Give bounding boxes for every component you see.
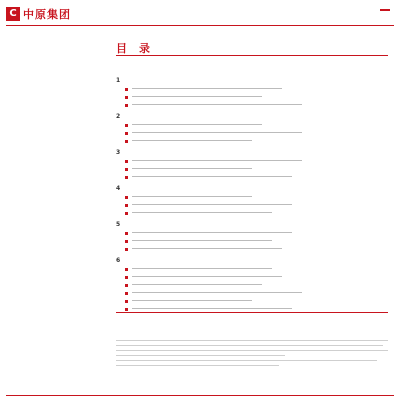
toc-subitem[interactable] xyxy=(116,121,390,129)
toc-section-number: 4 xyxy=(116,185,121,192)
disclaimer-line xyxy=(116,350,388,351)
bullet-icon xyxy=(125,96,128,99)
bullet-icon xyxy=(125,276,128,279)
bullet-icon xyxy=(125,160,128,163)
toc-title-divider xyxy=(116,55,388,56)
toc-section-heading[interactable] xyxy=(116,113,390,121)
bullet-icon xyxy=(125,300,128,303)
toc-subitem-placeholder xyxy=(132,212,272,213)
bullet-icon xyxy=(125,124,128,127)
disclaimer-block xyxy=(116,340,388,370)
page-header xyxy=(0,0,400,28)
toc-subitem-placeholder xyxy=(132,96,262,97)
toc-subitem-placeholder xyxy=(132,140,252,141)
toc-section-number: 5 xyxy=(116,221,121,228)
toc-subitem-placeholder xyxy=(132,248,282,249)
footer-divider xyxy=(6,395,394,396)
toc-subitem[interactable] xyxy=(116,165,390,173)
toc-subitem[interactable] xyxy=(116,229,390,237)
bullet-icon xyxy=(125,104,128,107)
toc-subitem-placeholder xyxy=(132,176,292,177)
toc-title: 目录 xyxy=(116,42,162,55)
bullet-icon xyxy=(125,88,128,91)
toc-subitem[interactable] xyxy=(116,157,390,165)
toc-subitem[interactable] xyxy=(116,265,390,273)
toc-section-number: 1 xyxy=(116,77,121,84)
toc-subitem-placeholder xyxy=(132,88,282,89)
toc-section-heading[interactable] xyxy=(116,185,390,193)
toc-section-heading[interactable] xyxy=(116,77,390,85)
toc-subitem-placeholder xyxy=(132,104,302,105)
bullet-icon xyxy=(125,284,128,287)
toc-subitem[interactable] xyxy=(116,245,390,253)
bullet-icon xyxy=(125,240,128,243)
toc-subitem-placeholder xyxy=(132,268,272,269)
toc-subitem-placeholder xyxy=(132,232,292,233)
toc-subitem[interactable] xyxy=(116,273,390,281)
author-names xyxy=(116,316,386,324)
toc-subitem-placeholder xyxy=(132,204,292,205)
bullet-icon xyxy=(125,232,128,235)
bullet-icon xyxy=(125,168,128,171)
toc-section-number: 2 xyxy=(116,113,121,120)
bullet-icon xyxy=(125,140,128,143)
toc-section-number: 3 xyxy=(116,149,121,156)
toc-section-number: 6 xyxy=(116,257,121,264)
bullet-icon xyxy=(125,212,128,215)
toc-subitem-placeholder xyxy=(132,160,302,161)
toc-subitem[interactable] xyxy=(116,281,390,289)
toc-subitem[interactable] xyxy=(116,137,390,145)
bullet-icon xyxy=(125,308,128,311)
disclaimer-line xyxy=(116,360,377,361)
bullet-icon xyxy=(125,196,128,199)
toc-section-heading[interactable] xyxy=(116,149,390,157)
toc-subitem[interactable] xyxy=(116,201,390,209)
report-type-badge xyxy=(380,9,390,11)
disclaimer-line xyxy=(116,345,383,346)
disclaimer-line xyxy=(116,355,285,356)
toc-section-heading[interactable] xyxy=(116,221,390,229)
disclaimer-line xyxy=(116,365,279,366)
toc-subitem[interactable] xyxy=(116,237,390,245)
bullet-icon xyxy=(125,248,128,251)
toc-subitem[interactable] xyxy=(116,129,390,137)
header-divider xyxy=(6,25,394,26)
bullet-icon xyxy=(125,204,128,207)
toc-subitem[interactable] xyxy=(116,173,390,181)
toc-subitem[interactable] xyxy=(116,193,390,201)
company-name: 中原集团 xyxy=(23,8,71,21)
toc-subitem[interactable] xyxy=(116,93,390,101)
company-logo xyxy=(6,6,71,22)
toc-subitem-placeholder xyxy=(132,124,262,125)
logo-icon: C xyxy=(6,7,20,21)
toc-subitem-placeholder xyxy=(132,240,272,241)
bullet-icon xyxy=(125,176,128,179)
bullet-icon xyxy=(125,292,128,295)
author-contact xyxy=(116,326,386,334)
toc-subitem-placeholder xyxy=(132,196,252,197)
toc-subitem-placeholder xyxy=(132,308,292,309)
authors-divider xyxy=(116,312,388,313)
toc-subitem[interactable] xyxy=(116,85,390,93)
toc-subitem-placeholder xyxy=(132,284,262,285)
bullet-icon xyxy=(125,132,128,135)
toc-subitem-placeholder xyxy=(132,132,302,133)
toc-subitem[interactable] xyxy=(116,297,390,305)
toc-subitem-placeholder xyxy=(132,292,302,293)
toc-subitem-placeholder xyxy=(132,168,252,169)
toc-section-heading[interactable] xyxy=(116,257,390,265)
disclaimer-line xyxy=(116,340,388,341)
table-of-contents xyxy=(116,73,390,313)
toc-subitem[interactable] xyxy=(116,209,390,217)
toc-subitem-placeholder xyxy=(132,300,252,301)
toc-subitem-placeholder xyxy=(132,276,282,277)
bullet-icon xyxy=(125,268,128,271)
toc-subitem[interactable] xyxy=(116,101,390,109)
toc-subitem[interactable] xyxy=(116,289,390,297)
